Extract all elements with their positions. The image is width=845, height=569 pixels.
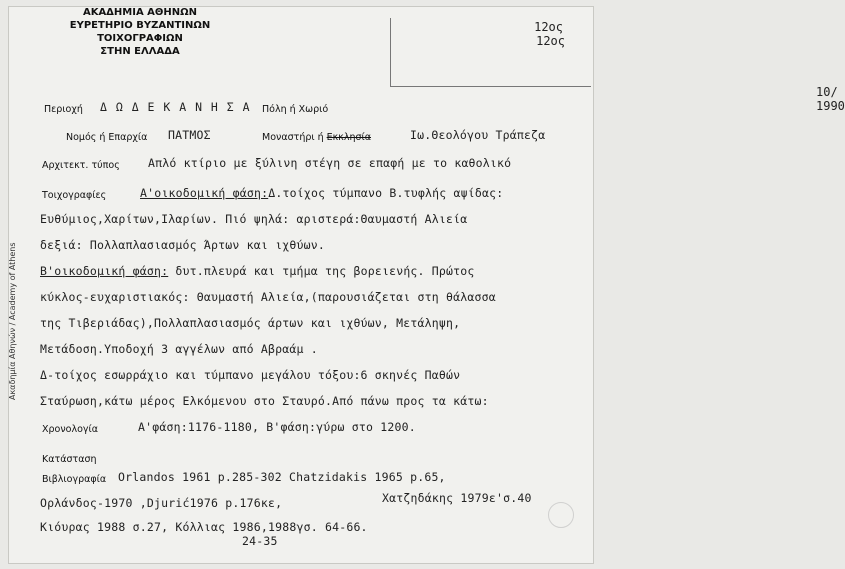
frescoes-line-8: Δ-τοίχος εσωρράχιο και τύμπανο μεγάλου τόξου:6 σκηνές Παθών [40, 368, 461, 382]
frescoes-line-9: Σταύρωση,κάτω μέρος Ελκόμενου στο Σταυρό.Από πάνω προς τα κάτω: [40, 394, 489, 408]
arch-type-value: Απλό κτίριο με ξύλινη στέγη σε επαφή με το καθολικό [148, 156, 512, 170]
frescoes-label: Τοιχογραφίες [42, 190, 107, 201]
chronology-label: Χρονολογία [42, 424, 99, 435]
phase-b-heading: Β'οικοδομική φάση: [40, 264, 169, 278]
prefecture-value: ΠΑΤΜΟΣ [168, 128, 211, 142]
monastery-label [262, 132, 371, 143]
frescoes-line-1 [140, 186, 503, 200]
prefecture-label: Νομός ή Επαρχία [66, 132, 148, 143]
frescoes-line-1-rest: Δ.τοίχος τύμπανο Β.τυφλής αψίδας: [268, 186, 504, 200]
card-date: 10/ 1990 [816, 85, 845, 113]
institution-line-1: ΑΚΑΔΗΜΙΑ ΑΘΗΝΩΝ [82, 7, 198, 18]
frescoes-line-5: κύκλος-ευχαριστιακός: Θαυμαστή Αλιεία,(παρουσιάζεται στη θάλασσα [40, 290, 496, 304]
bibliography-line-2: Ορλάνδος-1970 ,Djurić1976 p.176κε, [40, 496, 283, 510]
reference-box [390, 18, 845, 113]
bibliography-line-3: Κιόυρας 1988 σ.27, Κόλλιας 1986,1988γσ. 64-66. [40, 520, 368, 534]
institution-header [40, 6, 240, 58]
institution-line-3: ΣΤΗΝ ΕΛΛΑΔΑ [100, 46, 180, 57]
frescoes-line-3: δεξιά: Πολλαπλασιασμός Άρτων και ιχθύων. [40, 238, 325, 252]
phase-a-heading: Α'οικοδομική φάση: [140, 186, 269, 200]
monastery-value: Ιω.Θεολόγου Τράπεζα [410, 128, 546, 142]
monastery-label-text: Μοναστήρι ή [262, 132, 324, 143]
bibliography-line-2b: Χατζηδάκης 1979ε'σ.40 [382, 491, 532, 505]
frescoes-line-7: Μετάδοση.Υποδοχή 3 αγγέλων από Αβραάμ . [40, 342, 318, 356]
bibliography-line-4: 24-35 [242, 534, 278, 548]
bibliography-label: Βιβλιογραφία [42, 474, 107, 485]
condition-label: Κατάσταση [42, 454, 97, 465]
region-value: Δ Ω Δ Ε Κ Α Ν Η Σ Α [100, 100, 251, 114]
frescoes-line-6: της Τιβεριάδας),Πολλαπλασιασμός άρτων και ιχθύων, Μετάληψη, [40, 316, 461, 330]
city-label: Πόλη ή Χωριό [262, 104, 329, 115]
frescoes-line-4 [40, 264, 475, 278]
institution-line-2: ΕΥΡΕΤΗΡΙΟ ΒΥΖΑΝΤΙΝΩΝ ΤΟΙΧΟΓΡΑΦΙΩΝ [69, 20, 211, 44]
arch-type-label: Αρχιτεκτ. τύπος [42, 160, 120, 171]
church-label-struck: Εκκλησία [326, 132, 371, 143]
faint-stamp [548, 502, 574, 528]
reference-number-1: 12ος [534, 20, 563, 34]
reference-number-2: 12ος [536, 34, 565, 48]
chronology-value: Α'φάση:1176-1180, Β'φάση:γύρω στο 1200. [138, 420, 416, 434]
region-label: Περιοχή [44, 104, 83, 115]
bibliography-line-1: Orlandos 1961 p.285-302 Chatzidakis 1965 p.65, [118, 470, 446, 484]
frescoes-line-4-rest: δυτ.πλευρά και τμήμα της βορειενής. Πρώτος [168, 264, 475, 278]
frescoes-line-2: Ευθύμιος,Χαρίτων,Ιλαρίων. Πιό ψηλά: αριστερά:Θαυμαστή Αλιεία [40, 212, 468, 226]
archive-side-label: Ακαδημία Αθηνών / Academy of Athens [8, 242, 17, 400]
